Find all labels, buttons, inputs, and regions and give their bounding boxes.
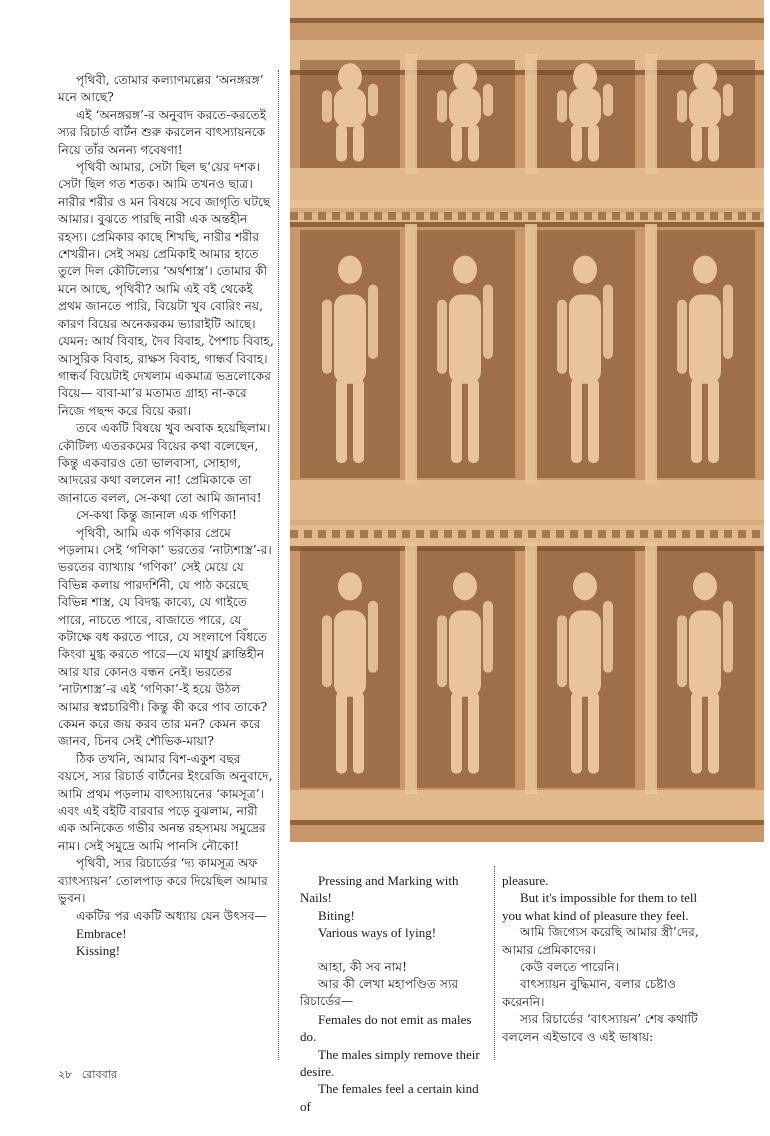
figure-head xyxy=(573,572,597,600)
dentil xyxy=(430,212,438,220)
dentil xyxy=(570,530,578,538)
paragraph: ঠিক তখনি, আমার বিশ-একুশ বছর বয়সে, স্যর রিচার্ড বার্টনের ইংরেজি অনুবাদে, আমি প্রথম পড়লাম বাৎস্যায়নের ‘কামসূত্র’। এবং এই বইটি বারবার পড়ে বুঝলাম, নারী এক অনিকেত গভীর অনন্ত রহস্যময় সমুদ্রের নাম। সেই সমুদ্রে আমি পানসি নৌকো! xyxy=(58,751,273,853)
dentil xyxy=(682,530,690,538)
dentil xyxy=(318,530,326,538)
page-footer xyxy=(58,1066,117,1085)
pilaster xyxy=(645,224,657,484)
pilaster xyxy=(645,542,657,794)
dentil xyxy=(458,212,466,220)
dentil xyxy=(528,212,536,220)
paragraph: এই ‘অনঙ্গরঙ্গ’-র অনুবাদ করতে-করতেই স্যর রিচার্ড বার্টন শুরু করলেন বাৎস্যায়নকে নিয়ে তাঁর অনন্য গবেষণা! xyxy=(58,107,267,157)
dentil xyxy=(514,212,522,220)
figure-leg xyxy=(691,379,702,463)
dentil xyxy=(738,530,746,538)
paragraph-gap xyxy=(300,942,486,959)
dentil xyxy=(612,530,620,538)
dentil xyxy=(514,530,522,538)
dentil xyxy=(598,212,606,220)
figure-head xyxy=(693,63,717,91)
dentil xyxy=(556,212,564,220)
paragraph: একটির পর একটি অধ্যায় যেন উৎসব— xyxy=(76,908,267,923)
dentil xyxy=(332,530,340,538)
left-text-column xyxy=(58,72,274,960)
column-divider-left xyxy=(278,70,279,1060)
paragraph: Pressing and Marking with Nails! xyxy=(300,873,459,906)
dentil xyxy=(458,530,466,538)
figure-torso xyxy=(689,610,721,696)
dentil xyxy=(710,530,718,538)
temple-sculpture-photo xyxy=(290,0,764,842)
figure-arm xyxy=(723,285,733,359)
dentil xyxy=(332,212,340,220)
dentil xyxy=(654,212,662,220)
dentil xyxy=(710,212,718,220)
figure-head xyxy=(338,63,362,91)
paragraph: But it's impossible for them to tell you what kind of pleasure they feel. xyxy=(502,890,698,923)
figure-arm xyxy=(557,615,567,687)
dentil xyxy=(528,530,536,538)
figure-leg xyxy=(353,692,364,774)
middle-text-column xyxy=(300,872,486,1115)
dentil xyxy=(360,530,368,538)
dentil xyxy=(388,530,396,538)
pilaster xyxy=(405,54,417,174)
dentil xyxy=(584,212,592,220)
dentil xyxy=(346,212,354,220)
paragraph: The males simply remove their desire. xyxy=(300,1046,480,1080)
paragraph: আহা, কী সব নাম! xyxy=(318,959,407,974)
dentil xyxy=(626,530,634,538)
figure-head xyxy=(338,256,362,284)
paragraph: The females feel a certain kind of xyxy=(300,1081,479,1114)
pilaster xyxy=(405,542,417,794)
figure-arm xyxy=(322,90,332,122)
figure-arm xyxy=(557,90,567,122)
dentil xyxy=(444,212,452,220)
dentil xyxy=(598,530,606,538)
dentil xyxy=(542,212,550,220)
figure-head xyxy=(338,572,362,600)
dentil xyxy=(724,530,732,538)
figure-arm xyxy=(483,285,493,359)
figure-arm xyxy=(437,299,447,373)
cornice-band xyxy=(290,0,764,18)
dentil xyxy=(472,212,480,220)
figure-leg xyxy=(571,125,582,162)
paragraph: আর কী লেখা মহাপণ্ডিত স্যর রিচার্ডের— xyxy=(300,977,459,1009)
paragraph: পৃথিবী, স্যর রিচার্ডের ‘দ্য কামসূত্র অফ ব্যাৎস্যায়ন’ তোলপাড় করে দিয়েছিল আমার ভুবন। xyxy=(58,856,268,906)
paragraph: Females do not emit as males do. xyxy=(300,1011,472,1045)
figure-torso xyxy=(334,88,366,127)
figure-torso xyxy=(689,88,721,127)
pilaster xyxy=(405,224,417,484)
dentil xyxy=(556,530,564,538)
cornice-band xyxy=(290,790,764,820)
dentil xyxy=(668,530,676,538)
figure-leg xyxy=(588,379,599,463)
pilaster xyxy=(645,54,657,174)
figure-leg xyxy=(451,692,462,774)
figure-leg xyxy=(336,125,347,162)
figure-leg xyxy=(468,125,479,162)
figure-arm xyxy=(368,84,378,116)
figure-head xyxy=(693,256,717,284)
dentil xyxy=(486,530,494,538)
figure-leg xyxy=(353,125,364,162)
dentil xyxy=(402,530,410,538)
paragraph: Biting! xyxy=(318,907,355,923)
figure-leg xyxy=(588,692,599,774)
paragraph: pleasure. xyxy=(502,873,549,888)
figure-torso xyxy=(449,294,481,383)
figure-leg xyxy=(691,125,702,162)
dentil xyxy=(360,212,368,220)
column-divider-right xyxy=(494,866,495,1060)
figure-head xyxy=(453,572,477,600)
temple-carvings-illustration xyxy=(290,0,764,842)
dentil xyxy=(752,530,760,538)
figure-head xyxy=(453,63,477,91)
dentil xyxy=(584,530,592,538)
cornice-shadow xyxy=(290,820,764,825)
paragraph: সে-কথা কিন্তু জানাল এক গণিকা! xyxy=(76,508,237,523)
paragraph: Embrace! xyxy=(76,925,127,941)
dentil xyxy=(416,212,424,220)
figure-arm xyxy=(603,84,613,116)
magazine-name: রোববার xyxy=(81,1068,117,1081)
figure-arm xyxy=(603,601,613,673)
figure-head xyxy=(693,572,717,600)
figure-arm xyxy=(322,299,332,373)
figure-torso xyxy=(334,294,366,383)
figure-leg xyxy=(451,379,462,463)
page-number: ২৮ xyxy=(58,1068,73,1081)
figure-torso xyxy=(334,610,366,696)
figure-torso xyxy=(449,610,481,696)
paragraph: পৃথিবী, তোমার কল্যাণমল্লের ‘অনঙ্গরঙ্গ’ মনে আছে? xyxy=(58,73,264,105)
dentil xyxy=(388,212,396,220)
figure-arm xyxy=(483,84,493,116)
dentil xyxy=(696,530,704,538)
figure-arm xyxy=(603,285,613,359)
figure-arm xyxy=(368,285,378,359)
figure-torso xyxy=(689,294,721,383)
dentil xyxy=(402,212,410,220)
figure-leg xyxy=(708,692,719,774)
figure-arm xyxy=(483,601,493,673)
paragraph: কেউ বলতে পারেনি। xyxy=(520,960,620,975)
figure-arm xyxy=(723,601,733,673)
figure-arm xyxy=(677,90,687,122)
dentil xyxy=(416,530,424,538)
dentil xyxy=(696,212,704,220)
figure-arm xyxy=(557,299,567,373)
pilaster xyxy=(525,54,537,174)
figure-arm xyxy=(437,90,447,122)
figure-head xyxy=(573,256,597,284)
figure-head xyxy=(453,256,477,284)
dentil xyxy=(374,530,382,538)
paragraph: আমি জিগ্যেস করেছি আমার স্ত্রী’দের, আমার প্রেমিকাদের। xyxy=(502,925,699,957)
figure-arm xyxy=(437,615,447,687)
dentil xyxy=(654,530,662,538)
paragraph: স্যর রিচার্ডের ‘বাৎস্যায়ন’ শেষ কথাটি বললেন এইভাবে ও এই ভাষায়: xyxy=(502,1012,698,1044)
dentil xyxy=(500,530,508,538)
dentil xyxy=(290,212,298,220)
paragraph: Kissing! xyxy=(76,943,121,959)
dentil xyxy=(724,212,732,220)
paragraph: পৃথিবী আমার, সেটা ছিল ছ’য়ের দশক। সেটা ছিল গত শতক। আমি তখনও ছাত্র। নারীর শরীর ও মন বিষয়ে সবে জাগৃতি ঘটছে আমার। বুঝতে পারছি নারী এক অন্তহীন রহস্য। প্রেমিকার কাছে শিখছি, নারীর শরীর শেখরীন। সেই সময় প্রেমিকাই আমার হাতে তুলে দিল কৌটিল্যের ‘অর্থশাস্ত্র’। তোমার কী মনে আছে, পৃথিবী? আমি এই বই থেকেই প্রথম জানতে পারি, বিয়েটা খুব বোরিং নয়, কারণ বিয়ের অনেকরকম ভ্যারাইটি আছে। যেমন: আর্য বিবাহ, দৈব বিবাহ, পৈশাচ বিবাহ, আসুরিক বিবাহ, রাক্ষস বিবাহ, গান্ধর্ব বিবাহ। গান্ধর্ব বিয়েটাই দেখলাম একমাত্র ভদ্রলোকের বিয়ে— বাবা-মা’র মতামত গ্রাহ্য না-করে নিজে পছন্দ করে বিয়ে করা। xyxy=(58,160,274,418)
dentil xyxy=(640,212,648,220)
paragraph: তবে একটি বিষয়ে খুব অবাক হয়েছিলাম। কৌটিল্য এতরকমের বিয়ের কথা বলেছেন, কিন্তু একবারও তো ভালবাসা, সোহাগ, আদরের কথা বললেন না! প্রেমিকাকে তা জানাতে বলল, সে-কথা তো আমি জানাব! xyxy=(58,421,271,505)
figure-arm xyxy=(723,84,733,116)
dentil xyxy=(738,212,746,220)
figure-leg xyxy=(588,125,599,162)
dentil xyxy=(500,212,508,220)
figure-arm xyxy=(677,299,687,373)
figure-leg xyxy=(571,379,582,463)
paragraph: Various ways of lying! xyxy=(318,925,437,941)
dentil xyxy=(346,530,354,538)
dentil xyxy=(682,212,690,220)
right-text-column xyxy=(502,872,712,1046)
dentil xyxy=(570,212,578,220)
dentil xyxy=(304,530,312,538)
figure-leg xyxy=(691,692,702,774)
figure-leg xyxy=(451,125,462,162)
cornice-shadow xyxy=(290,18,764,23)
cornice-band xyxy=(290,480,764,520)
figure-leg xyxy=(571,692,582,774)
figure-torso xyxy=(569,610,601,696)
figure-leg xyxy=(708,379,719,463)
figure-leg xyxy=(353,379,364,463)
figure-leg xyxy=(468,379,479,463)
dentil xyxy=(640,530,648,538)
dentil xyxy=(444,530,452,538)
dentil xyxy=(752,212,760,220)
pilaster xyxy=(525,542,537,794)
figure-torso xyxy=(569,294,601,383)
paragraph: বাৎস্যায়ন বুদ্ধিমান, বলার চেষ্টাও করেননি। xyxy=(502,977,677,1009)
dentil xyxy=(430,530,438,538)
dentil xyxy=(612,212,620,220)
dentil xyxy=(486,212,494,220)
dentil xyxy=(290,530,298,538)
figure-leg xyxy=(336,692,347,774)
dentil xyxy=(304,212,312,220)
figure-arm xyxy=(368,601,378,673)
dentil xyxy=(472,530,480,538)
figure-arm xyxy=(322,615,332,687)
dentil xyxy=(668,212,676,220)
dentil xyxy=(542,530,550,538)
figure-leg xyxy=(336,379,347,463)
dentil xyxy=(374,212,382,220)
figure-torso xyxy=(569,88,601,127)
paragraph: পৃথিবী, আমি এক গণিকার প্রেমে পড়লাম। সেই ‘গণিকা’ ভরতের ‘নাট্যশাস্ত্র’-র। ভরতের ব্যাখ্যায় ‘গণিকা’ সেই মেয়ে যে বিভিন্ন কলায় পারদর্শিনী, যে পাঠ করেছে বিভিন্ন শাস্ত্র, যে বিদগ্ধ কাব্যে, যে গাইতে পারে, নাচতে পারে, বাজাতে পারে, যে কটাক্ষে বধ করতে পারে, যে সংলাপে বিঁধতে কিংবা মুগ্ধ করতে পারে—যে মাধুর্য ক্লান্তিহীন আর যার কোনও বন্ধন নেই। ভরতের ‘নাট্যশাস্ত্র’-র এই ‘গণিকা’-ই হয়ে উঠল আমার স্বপ্নচারিণী। কিন্তু কী করে পাব তাকে? কেমন করে জয় করব তার মন? কেমন করে জানব, চিনব সেই শৌভিক-মায়া? xyxy=(58,525,272,749)
figure-leg xyxy=(468,692,479,774)
figure-arm xyxy=(677,615,687,687)
figure-leg xyxy=(708,125,719,162)
figure-torso xyxy=(449,88,481,127)
figure-head xyxy=(573,63,597,91)
dentil xyxy=(318,212,326,220)
pilaster xyxy=(525,224,537,484)
dentil xyxy=(626,212,634,220)
